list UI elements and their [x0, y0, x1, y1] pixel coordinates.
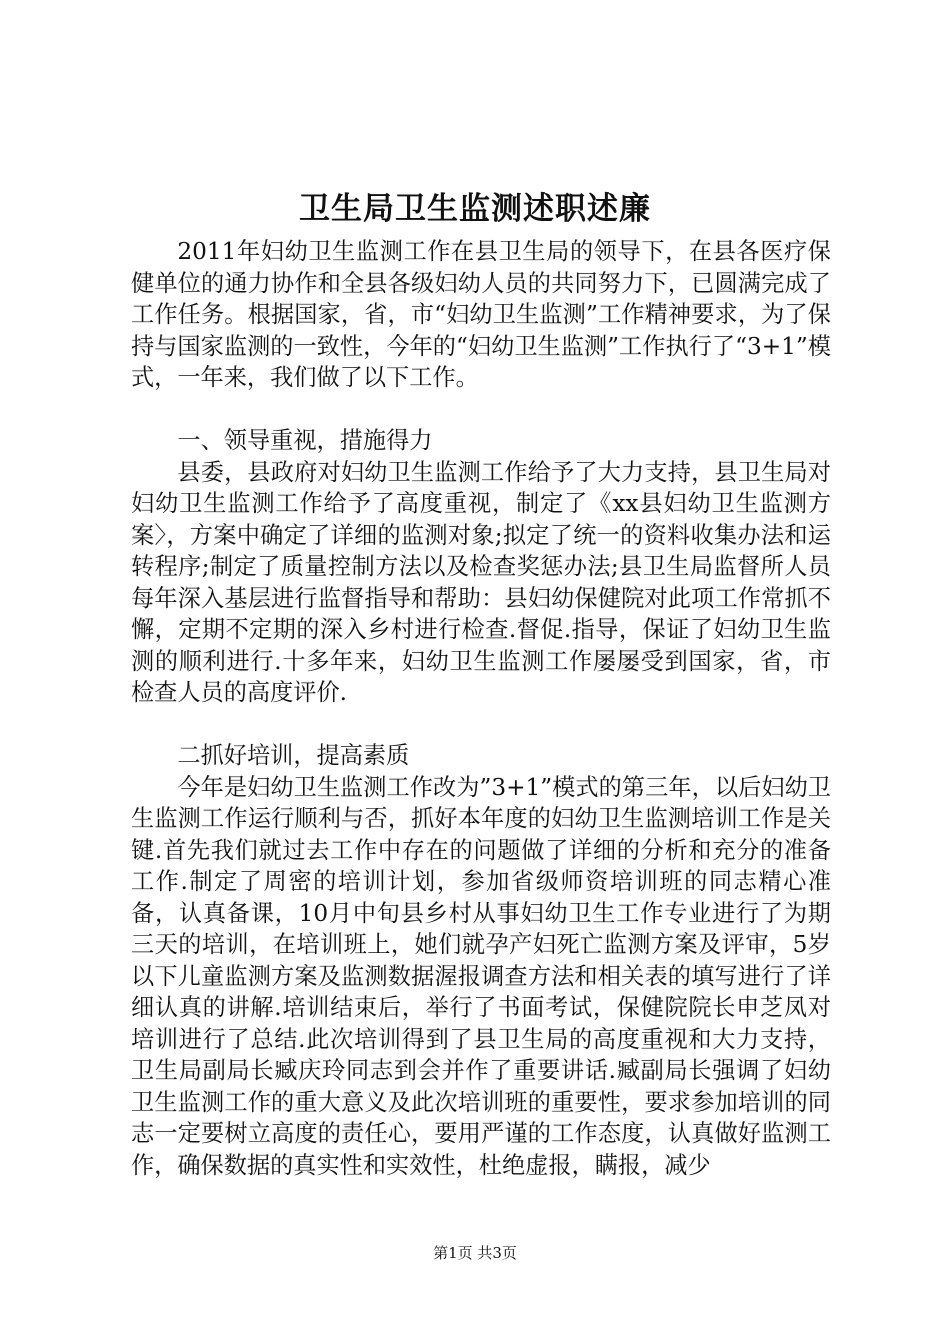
page-title: 卫生局卫生监测述职述廉 — [299, 191, 651, 227]
section-1-paragraph: 县委，县政府对妇幼卫生监测工作给予了大力支持，县卫生局对妇幼卫生监测工作给予了高度重视，制定了《xx县妇幼卫生监测方案〉，方案中确定了详细的监测对象;拟定了统一的资料收集办法和运转程序;制定了质量控制方法以及检查奖惩办法;县卫生局监督所人员每年深入基层进行监督指导和帮助：县妇幼保健院对此项工作常抓不懈，定期不定期的深入乡村进行检查.督促.指导，保证了妇幼卫生监测的顺利进行.十多年来，妇幼卫生监测工作屡屡受到国家，省，市检查人员的高度评价. — [131, 458, 831, 706]
page-footer: 第1页 共3页 — [433, 1244, 517, 1262]
document-body — [131, 236, 831, 1181]
paragraph-gap — [131, 709, 831, 741]
section-1-heading: 一、领导重视，措施得力 — [177, 427, 433, 454]
section-2-paragraph: 今年是妇幼卫生监测工作改为”3+1”模式的第三年，以后妇幼卫生监测工作运行顺利与否，抓好本年度的妇幼卫生监测培训工作是关键.首先我们就过去工作中存在的问题做了详细的分析和充分的准备工作.制定了周密的培训计划，参加省级师资培训班的同志精心准备，认真备课，10月中旬县乡村从事妇幼卫生工作专业进行了为期三天的培训，在培训班上，她们就孕产妇死亡监测方案及评审，5岁以下儿童监测方案及监测数据渥报调查方法和相关表的填写进行了详细认真的讲解.培训结束后，举行了书面考试，保健院院长申芝凤对培训进行了总结.此次培训得到了县卫生局的高度重视和大力支持，卫生局副局长臧庆玲同志到会并作了重要讲话.臧副局长强调了妇幼卫生监测工作的重大意义及此次培训班的重要性，要求参加培训的同志一定要树立高度的责任心，要用严谨的工作态度，认真做好监测工作，确保数据的真实性和实效性，杜绝虚报，瞒报，减少 — [131, 773, 831, 1179]
paragraph-gap — [131, 394, 831, 426]
intro-paragraph: 2011年妇幼卫生监测工作在县卫生局的领导下，在县各医疗保健单位的通力协作和全县各级妇幼人员的共同努力下，已圆满完成了工作任务。根据国家，省，市“妇幼卫生监测”工作精神要求，为了保持与国家监测的一致性，今年的“妇幼卫生监测”工作执行了“3+1”模式，一年来，我们做了以下工作。 — [131, 238, 831, 391]
section-2-heading: 二抓好培训，提高素质 — [177, 742, 410, 769]
